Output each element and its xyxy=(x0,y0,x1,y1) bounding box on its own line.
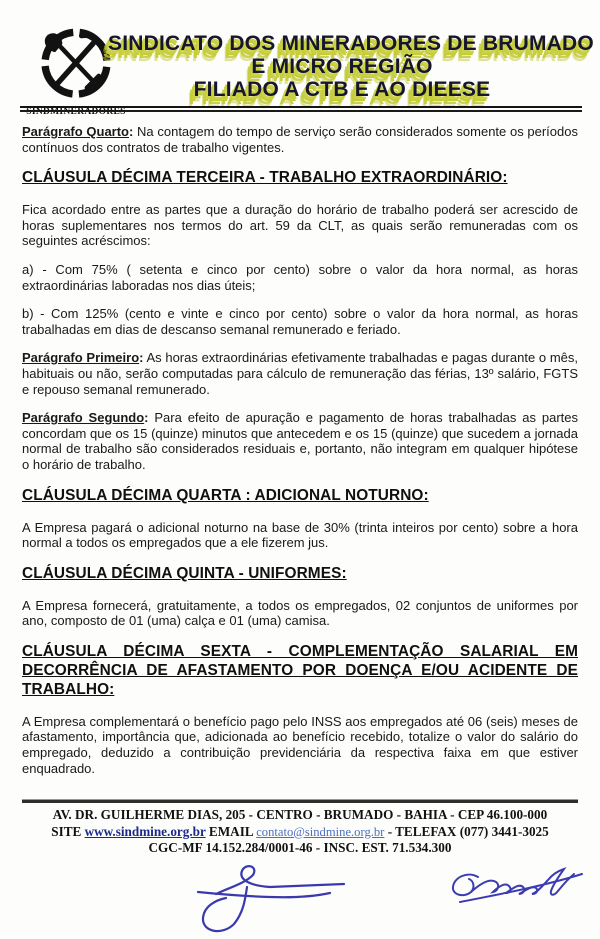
signature-right xyxy=(438,849,598,916)
header-divider xyxy=(20,106,582,112)
signature-ink-icon xyxy=(438,849,598,911)
paragraph-label: Parágrafo Quarto xyxy=(22,124,129,139)
org-title-line-1: SINDICATO DOS MINERADORES DE BRUMADO xyxy=(108,32,594,55)
footer-contacts xyxy=(22,824,578,841)
paragraph-label: Parágrafo Primeiro xyxy=(22,350,140,366)
footer-registry: CGC-MF 14.152.284/0001-46 - INSC. EST. 71.534.300 xyxy=(148,840,452,855)
paragraph-label: Parágrafo Segundo xyxy=(22,410,145,426)
paragraph-primeiro: Parágrafo Primeiro: As horas extraordinárias efetivamente trabalhadas e pagas durante o mês, habituais ou não, serão computadas para cálculo de remuneração das férias, 13º salário, FGTS e repouso semanal remunerado. xyxy=(22,350,578,397)
site-link[interactable]: www.sindmine.org.br xyxy=(84,823,206,839)
footer-address: AV. DR. GUILHERME DIAS, 205 - CENTRO - BRUMADO - BAHIA - CEP 46.100-000 xyxy=(52,807,548,822)
paragraph-text: As horas extraordinárias efetivamente trabalhadas e pagas durante o mês, habituais ou não, serão computadas para cálculo de remuneração das férias, 13º salário, FGTS e repouso semanal remunerado. xyxy=(22,350,578,397)
paragraph-segundo: Parágrafo Segundo: Para efeito de apuração e pagamento de horas trabalhadas as partes concordam que os 15 (quinze) minutos que antecedem e os 15 (quinze) que sucedem a jornada normal de trabalho são considerados residuais e, portanto, não integram em qualquer hipótese o horário de trabalho. xyxy=(22,410,578,472)
signature-ink-icon xyxy=(158,856,358,938)
paragraph-quarto: Parágrafo Quarto: Na contagem do tempo de serviço serão considerados somente os períodos contínuos dos contratos de trabalho vigentes. xyxy=(22,124,578,155)
clause-heading-16: CLÁUSULA DÉCIMA SEXTA - COMPLEMENTAÇÃO SALARIAL EM DECORRÊNCIA DE AFASTAMENTO POR DOENÇA E/OU ACIDENTE DE TRABALHO: xyxy=(22,642,578,698)
footer-email-label: EMAIL xyxy=(208,823,253,839)
clause-heading-13: CLÁUSULA DÉCIMA TERCEIRA - TRABALHO EXTRAORDINÁRIO: xyxy=(22,169,508,187)
footer-telefax: - TELEFAX (077) 3441-3025 xyxy=(387,823,549,839)
clause-heading-15: CLÁUSULA DÉCIMA QUINTA - UNIFORMES: xyxy=(22,564,347,582)
signature-left xyxy=(158,856,358,939)
org-title-line-3: FILIADO A CTB E AO DIEESE xyxy=(193,78,491,101)
document-footer xyxy=(22,799,578,857)
email-link[interactable]: contato@sindmine.org.br xyxy=(256,824,385,839)
footer-divider xyxy=(22,799,578,803)
paragraph-intro-overtime: Fica acordado entre as partes que a duração do horário de trabalho poderá ser acrescido de horas suplementares nos termos do art. 59 da CLT, as quais serão remuneradas com os seguintes acréscimos: xyxy=(22,202,578,249)
logo-caption: SINDMINERADORES xyxy=(26,107,126,117)
paragraph-uniforms: A Empresa fornecerá, gratuitamente, a todos os empregados, 02 conjuntos de uniformes por ano, composto de 01 (uma) calça e 01 (uma) camisa. xyxy=(22,597,578,629)
clause-heading-14: CLÁUSULA DÉCIMA QUARTA : ADICIONAL NOTURNO: xyxy=(22,486,429,504)
paragraph-item-a: a) - Com 75% ( setenta e cinco por cento) sobre o valor da hora normal, as horas extraordinárias laboradas nos dias úteis; xyxy=(22,261,578,293)
document-body xyxy=(22,124,578,789)
paragraph-salary-complement: A Empresa complementará o benefício pago pelo INSS aos empregados até 06 (seis) meses de afastamento, importância que, adicionada ao benefício recebido, totalize o valor do salário do empregado, deduzido a contribuição previdenciária da respectiva faixa em que estiver enquadrado. xyxy=(22,713,578,776)
paragraph-text: Para efeito de apuração e pagamento de horas trabalhadas as partes concordam que os 15 (quinze) minutos que antecedem e os 15 (quinze) que sucedem a jornada normal de trabalho são considerados residuais e, portanto, não integram em qualquer hipótese o horário de trabalho. xyxy=(22,410,578,472)
paragraph-item-b: b) - Com 125% (cento e vinte e cinco por cento) sobre o valor da hora normal, as horas trabalhadas em dias de descanso semanal remunerado e feriado. xyxy=(22,306,578,337)
org-title-line-2: E MICRO REGIÃO xyxy=(251,55,433,78)
org-title xyxy=(108,32,594,101)
footer-site-label: SITE xyxy=(51,823,82,839)
paragraph-text: Na contagem do tempo de serviço serão considerados somente os períodos contínuos dos contratos de trabalho vigentes. xyxy=(22,124,578,155)
paragraph-night-shift: A Empresa pagará o adicional noturno na base de 30% (trinta inteiros por cento) sobre a hora normal a todos os empregados que a ele fizerem jus. xyxy=(22,519,578,551)
